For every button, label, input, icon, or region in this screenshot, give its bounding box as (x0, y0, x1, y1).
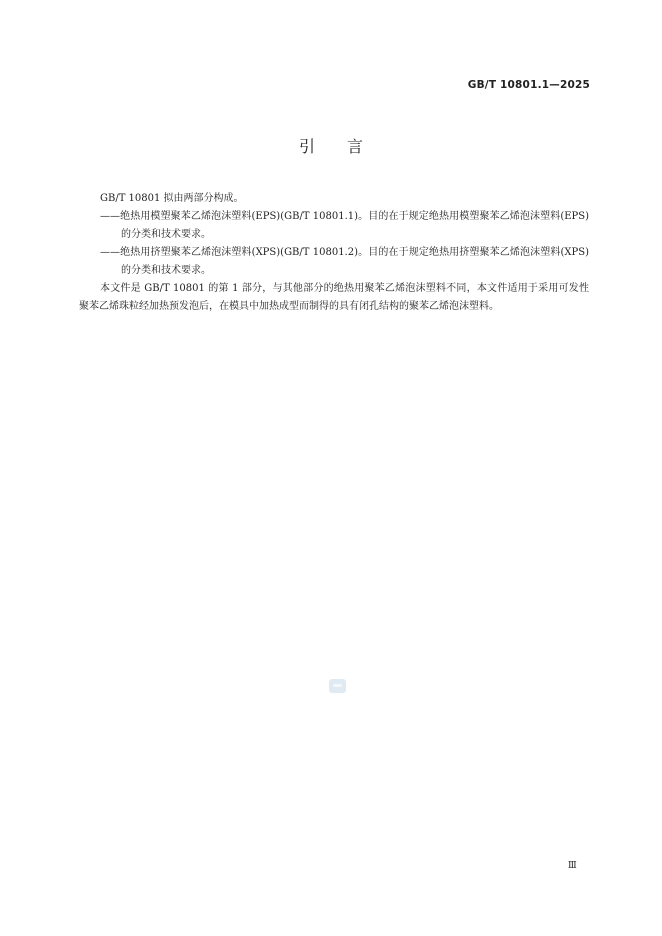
list-item-eps: ——绝热用模塑聚苯乙烯泡沫塑料(EPS)(GB/T 10801.1)。目的在于规定绝热用模塑聚苯乙烯泡沫塑料(EPS)的分类和技术要求。 (100, 211, 589, 240)
scope-paragraph: 本文件是 GB/T 10801 的第 1 部分，与其他部分的绝热用聚苯乙烯泡沫塑料不同，本文件适用于采用可发性聚苯乙烯珠粒经加热预发泡后，在模具中加热成型而制得的具有闭孔结构的聚苯乙烯泡沫塑料。 (79, 283, 589, 312)
page-title: 引言 (298, 137, 395, 156)
list-item-xps: ——绝热用挤塑聚苯乙烯泡沫塑料(XPS)(GB/T 10801.2)。目的在于规定绝热用挤塑聚苯乙烯泡沫塑料(XPS)的分类和技术要求。 (100, 247, 589, 276)
page-number: Ⅲ (568, 861, 577, 871)
standard-number: GB/T 10801.1—2025 (467, 79, 590, 91)
introduction-body (79, 190, 589, 316)
watermark-logo-icon (329, 679, 346, 693)
intro-paragraph: GB/T 10801 拟由两部分构成。 (100, 193, 244, 204)
